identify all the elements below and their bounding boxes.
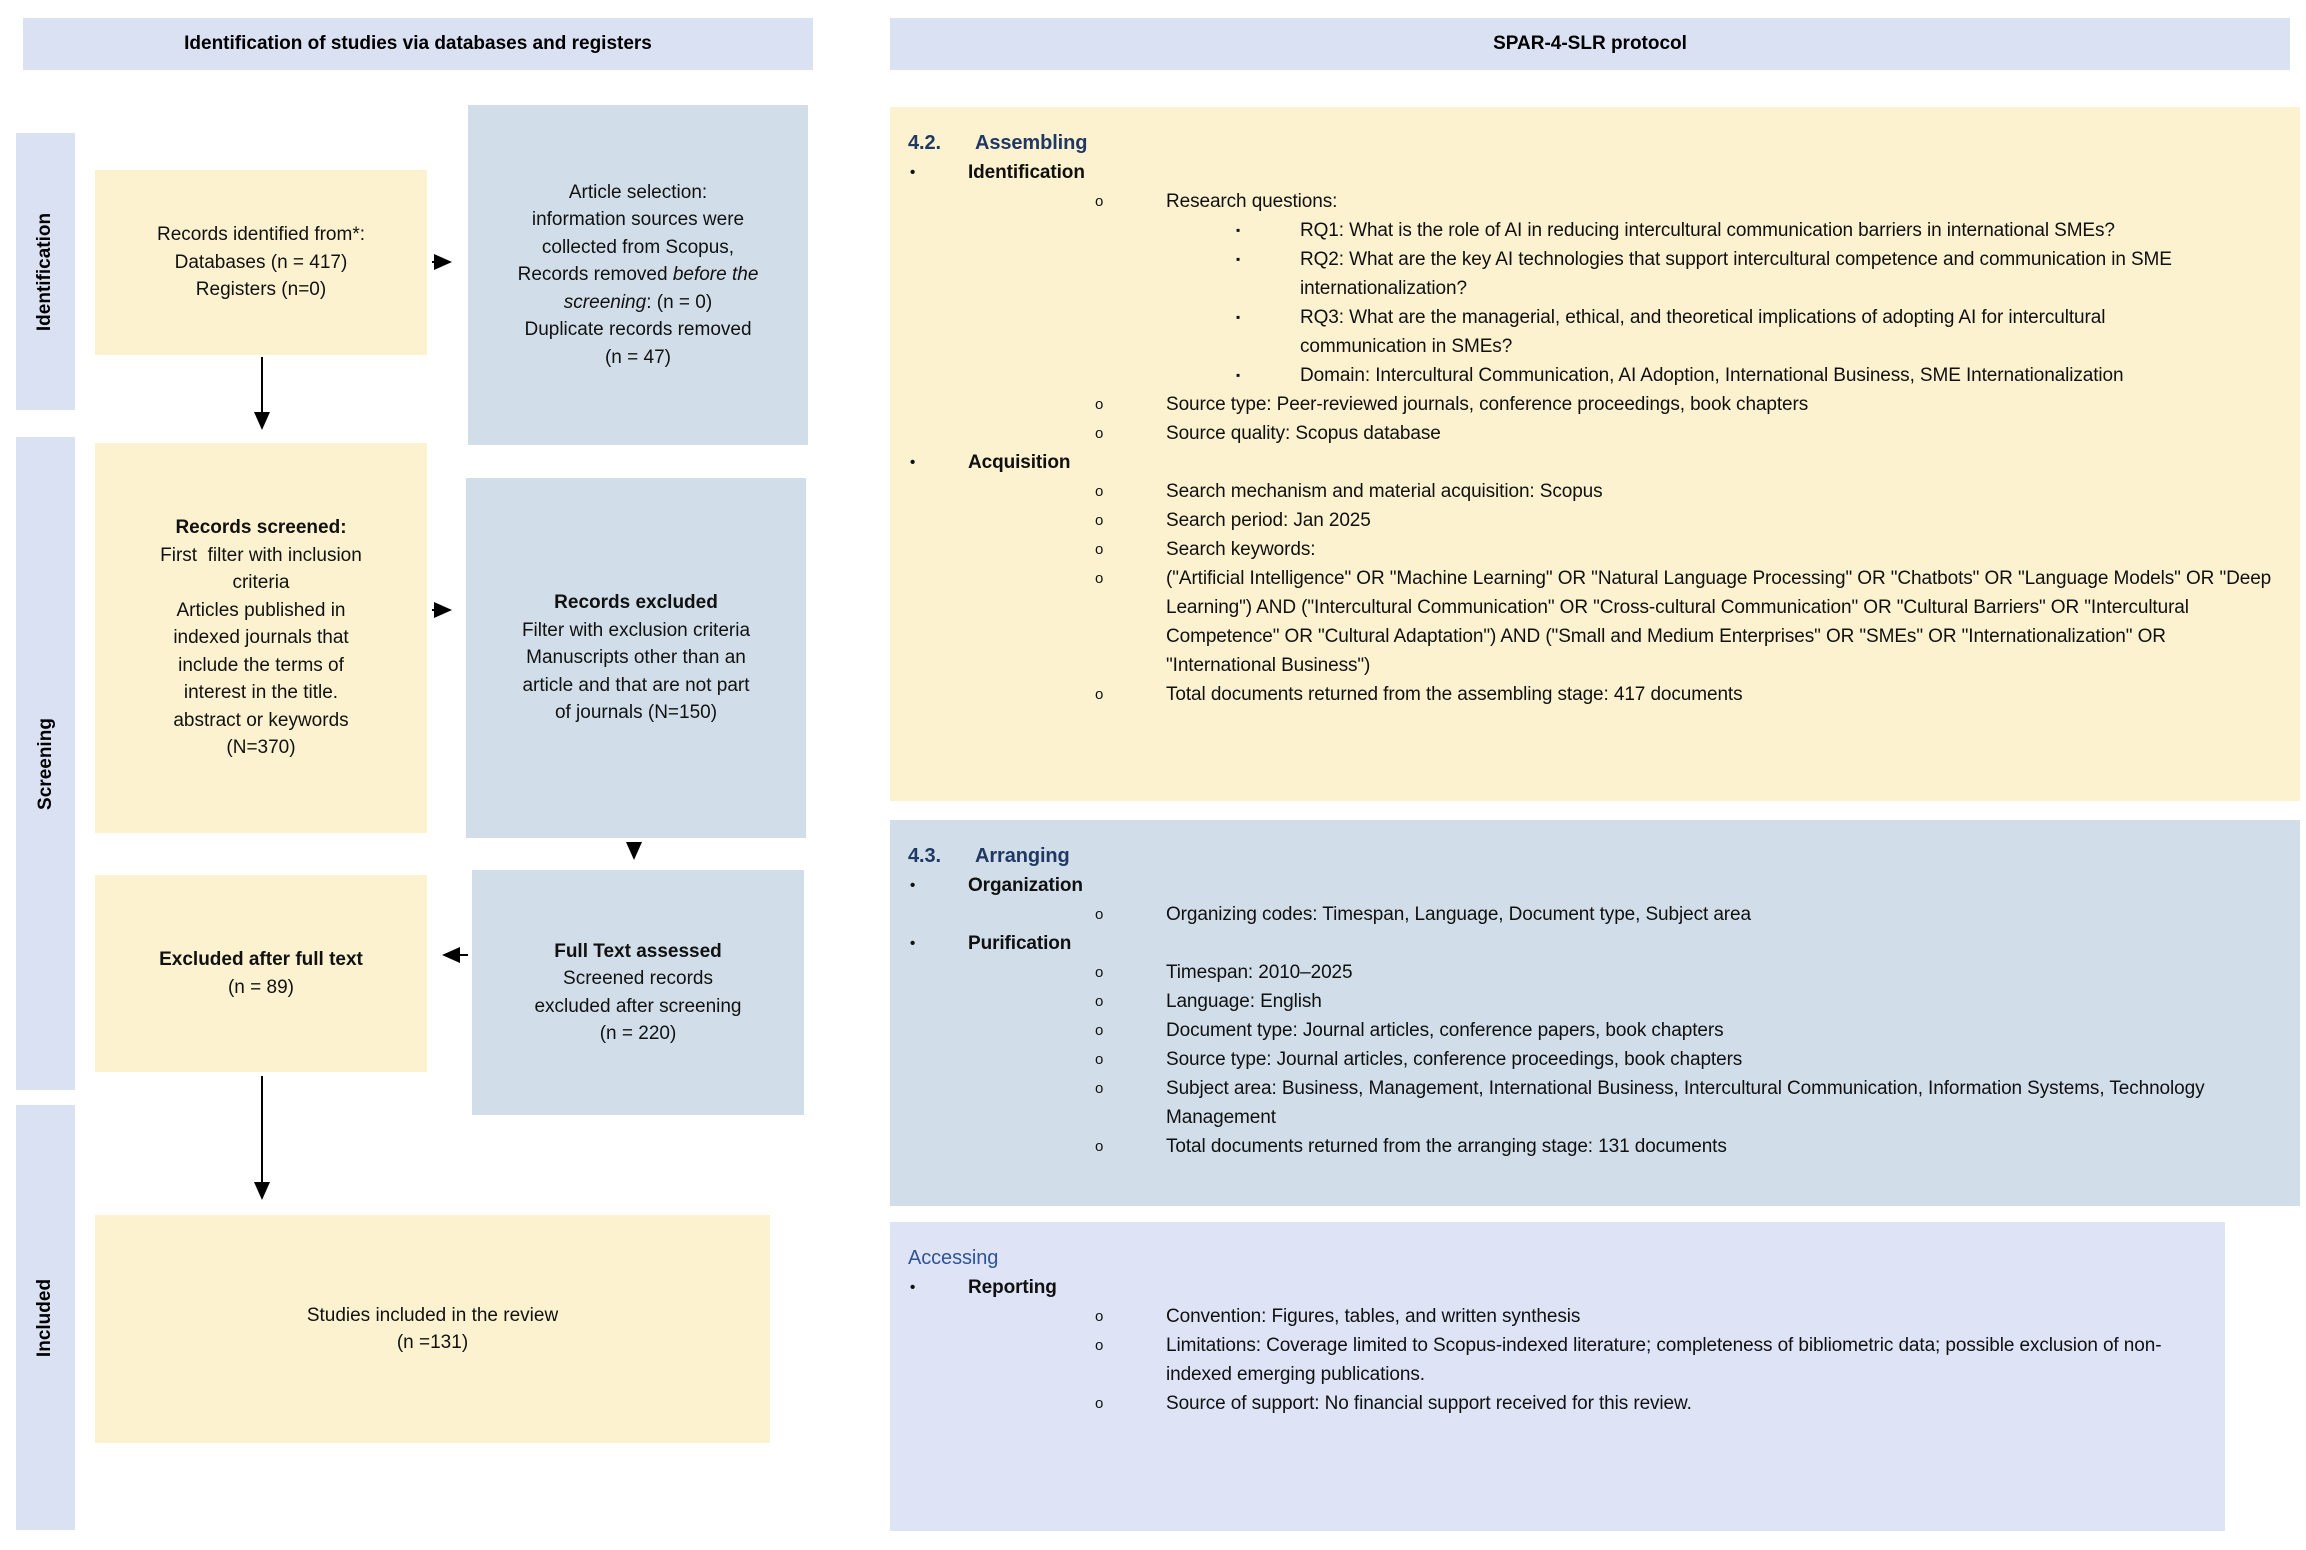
protocol-item-text: Search mechanism and material acquisition: Scopus: [1166, 481, 1603, 502]
protocol-item: [890, 506, 2300, 535]
protocol-item-text: Search period: Jan 2025: [1166, 510, 1371, 531]
protocol-item: [890, 390, 2300, 419]
protocol-item-text: Limitations: Coverage limited to Scopus-indexed literature; completeness of bibliometric data; possible exclusion of non-indexed emerging publications.: [1166, 1335, 2162, 1385]
text-segment: (n = 89): [227, 976, 294, 998]
text-segment: Excluded after full text: [159, 949, 363, 970]
text-segment: Records removed: [517, 264, 673, 286]
text-segment: (n = 47): [604, 346, 671, 368]
text-segment: Filter with exclusion criteria: [521, 619, 751, 641]
bullet-icon: •: [910, 454, 916, 471]
section-title: Arranging: [975, 845, 1070, 867]
bullet-icon: o: [1095, 1395, 1104, 1412]
protocol-item: [890, 361, 2300, 390]
protocol-item-text: Timespan: 2010–2025: [1166, 962, 1353, 983]
protocol-item-text: RQ2: What are the key AI technologies that support intercultural competence and communication in SME internationalization?: [1300, 249, 2172, 299]
text-segment: Registers (n=0): [195, 279, 327, 301]
section-heading-arranging: [890, 842, 2300, 871]
bullet-icon: •: [910, 935, 916, 952]
text-segment: of journals (N=150): [554, 702, 718, 724]
text-segment: First filter with inclusion: [160, 544, 362, 566]
protocol-item-text: Convention: Figures, tables, and written synthesis: [1166, 1306, 1581, 1327]
protocol-item: [890, 187, 2300, 216]
bullet-icon: ▪: [1236, 252, 1241, 266]
stage-label-screening: Screening: [34, 717, 56, 810]
protocol-item: [890, 1132, 2300, 1161]
text-segment: Records identified from*:: [156, 224, 366, 246]
bullet-icon: o: [1095, 512, 1104, 529]
text-segment: indexed journals that: [173, 627, 349, 649]
section-title: Accessing: [908, 1247, 999, 1269]
section-number: 4.3.: [908, 845, 941, 867]
bullet-icon: •: [910, 164, 916, 181]
text-segment: Full Text assessed: [554, 940, 722, 962]
protocol-item-text: ("Artificial Intelligence" OR "Machine Learning" OR "Natural Language Processing" OR "Chatbots" OR "Language Models" OR "Deep Learning") AND ("Intercultural Communication" OR "Cross-cultural Communication" OR "Cultural Barriers" OR "Intercultural Competence" OR "Cultural Adaptation") AND ("Small and Medium Enterprises" OR "SMEs" OR "Internationalization" OR "International Business"): [1166, 568, 2272, 676]
text-segment: information sources were: [531, 209, 745, 231]
bullet-icon: o: [1095, 1308, 1104, 1325]
protocol-item: [890, 680, 2300, 709]
protocol-item: [890, 477, 2300, 506]
text-segment: (N=370): [226, 737, 296, 759]
bullet-icon: o: [1095, 425, 1104, 442]
protocol-item: [890, 245, 2300, 303]
protocol-item: [890, 216, 2300, 245]
protocol-item-text: Research questions:: [1166, 191, 1338, 212]
right-panel-title: SPAR-4-SLR protocol: [1493, 33, 1687, 54]
protocol-item-text: Source of support: No financial support received for this review.: [1166, 1393, 1692, 1414]
text-segment: (n = 220): [599, 1023, 677, 1044]
bullet-icon: o: [1095, 193, 1104, 210]
protocol-item-text: Total documents returned from the assembling stage: 417 documents: [1166, 684, 1743, 705]
protocol-item: [890, 900, 2300, 929]
text-segment: (n =131): [396, 1332, 469, 1353]
text-segment: article and that are not part: [522, 674, 750, 696]
text-segment: Manuscripts other than an: [526, 647, 746, 669]
protocol-item-text: Domain: Intercultural Communication, AI Adoption, International Business, SME Internationalization: [1300, 365, 2124, 386]
protocol-item: [890, 929, 2300, 958]
protocol-section-accessing: [890, 1222, 2225, 1531]
protocol-item: [890, 564, 2300, 680]
bullet-icon: o: [1095, 1138, 1104, 1155]
protocol-item-text: Source type: Journal articles, conference proceedings, book chapters: [1166, 1049, 1743, 1070]
text-segment: Article selection:: [568, 181, 708, 203]
text-segment: Screened records: [563, 968, 713, 989]
text-segment: criteria: [232, 572, 290, 594]
protocol-item: [890, 871, 2300, 900]
protocol-item: [890, 419, 2300, 448]
text-segment: Records excluded: [554, 592, 718, 614]
text-segment: Studies included in the review: [306, 1304, 559, 1326]
bullet-icon: o: [1095, 964, 1104, 981]
protocol-item-text: RQ1: What is the role of AI in reducing intercultural communication barriers in international SMEs?: [1300, 220, 2115, 241]
protocol-item-text: Language: English: [1166, 991, 1322, 1012]
protocol-item-text: RQ3: What are the managerial, ethical, and theoretical implications of adopting AI for intercultural communication in SMEs?: [1300, 307, 2106, 357]
text-segment: Duplicate records removed: [524, 319, 752, 341]
protocol-section-assembling: [890, 107, 2300, 801]
bullet-icon: o: [1095, 1022, 1104, 1039]
text-segment: before the: [672, 264, 759, 286]
bullet-icon: •: [910, 1279, 916, 1296]
protocol-section-arranging: [890, 820, 2300, 1206]
bullet-icon: o: [1095, 1080, 1104, 1097]
text-segment: Databases (n = 417): [174, 251, 348, 273]
flow-arrows: [0, 0, 860, 1550]
protocol-item: [890, 158, 2300, 187]
protocol-item: [890, 987, 2300, 1016]
protocol-item-text: Document type: Journal articles, conference papers, book chapters: [1166, 1020, 1724, 1041]
protocol-item: [890, 1045, 2300, 1074]
stage-label-included: Included: [34, 1278, 56, 1357]
text-segment: : (n = 0): [646, 291, 713, 313]
protocol-item-text: Search keywords:: [1166, 539, 1316, 560]
text-segment: include the terms of: [178, 654, 344, 676]
protocol-item-text: Purification: [968, 933, 1072, 954]
protocol-item-text: Source quality: Scopus database: [1166, 423, 1441, 444]
protocol-item: [890, 958, 2300, 987]
bullet-icon: o: [1095, 1337, 1104, 1354]
section-heading-accessing: [890, 1244, 2225, 1273]
bullet-icon: o: [1095, 686, 1104, 703]
text-segment: Records screened:: [175, 517, 347, 539]
protocol-item-text: Total documents returned from the arranging stage: 131 documents: [1166, 1136, 1727, 1157]
text-segment: abstract or keywords: [173, 709, 349, 731]
protocol-item-text: Acquisition: [968, 452, 1071, 473]
section-title: Assembling: [975, 132, 1088, 154]
bullet-icon: ▪: [1236, 310, 1241, 324]
protocol-item-text: Reporting: [968, 1277, 1057, 1298]
bullet-icon: ▪: [1236, 223, 1241, 237]
protocol-item-text: Subject area: Business, Management, International Business, Intercultural Communication, Information Systems, Technology Management: [1166, 1078, 2205, 1128]
stage-label-identification: Identification: [34, 212, 56, 331]
protocol-item-text: Source type: Peer-reviewed journals, conference proceedings, book chapters: [1166, 394, 1809, 415]
bullet-icon: o: [1095, 993, 1104, 1010]
text-segment: interest in the title.: [183, 682, 339, 704]
protocol-item-text: Organizing codes: Timespan, Language, Document type, Subject area: [1166, 904, 1751, 925]
bullet-icon: o: [1095, 541, 1104, 558]
bullet-icon: ▪: [1236, 368, 1241, 382]
protocol-item: [890, 1389, 2225, 1418]
left-panel-title: Identification of studies via databases and registers: [184, 33, 652, 54]
text-segment: screening: [563, 291, 647, 313]
protocol-item: [890, 448, 2300, 477]
protocol-item: [890, 1074, 2300, 1132]
bullet-icon: o: [1095, 570, 1104, 587]
section-number: 4.2.: [908, 132, 941, 154]
protocol-item: [890, 303, 2300, 361]
text-segment: collected from Scopus,: [541, 236, 735, 258]
protocol-item: [890, 1302, 2225, 1331]
bullet-icon: o: [1095, 396, 1104, 413]
bullet-icon: o: [1095, 483, 1104, 500]
protocol-item: [890, 1016, 2300, 1045]
right-panel-header: [890, 18, 2290, 70]
protocol-item-text: Identification: [968, 162, 1085, 183]
protocol-item: [890, 1273, 2225, 1302]
bullet-icon: o: [1095, 906, 1104, 923]
protocol-item-text: Organization: [968, 875, 1083, 896]
protocol-item: [890, 1331, 2225, 1389]
protocol-item: [890, 535, 2300, 564]
text-segment: Articles published in: [176, 599, 346, 621]
section-heading-assembling: [890, 129, 2300, 158]
bullet-icon: o: [1095, 1051, 1104, 1068]
text-segment: excluded after screening: [534, 995, 742, 1017]
bullet-icon: •: [910, 877, 916, 894]
